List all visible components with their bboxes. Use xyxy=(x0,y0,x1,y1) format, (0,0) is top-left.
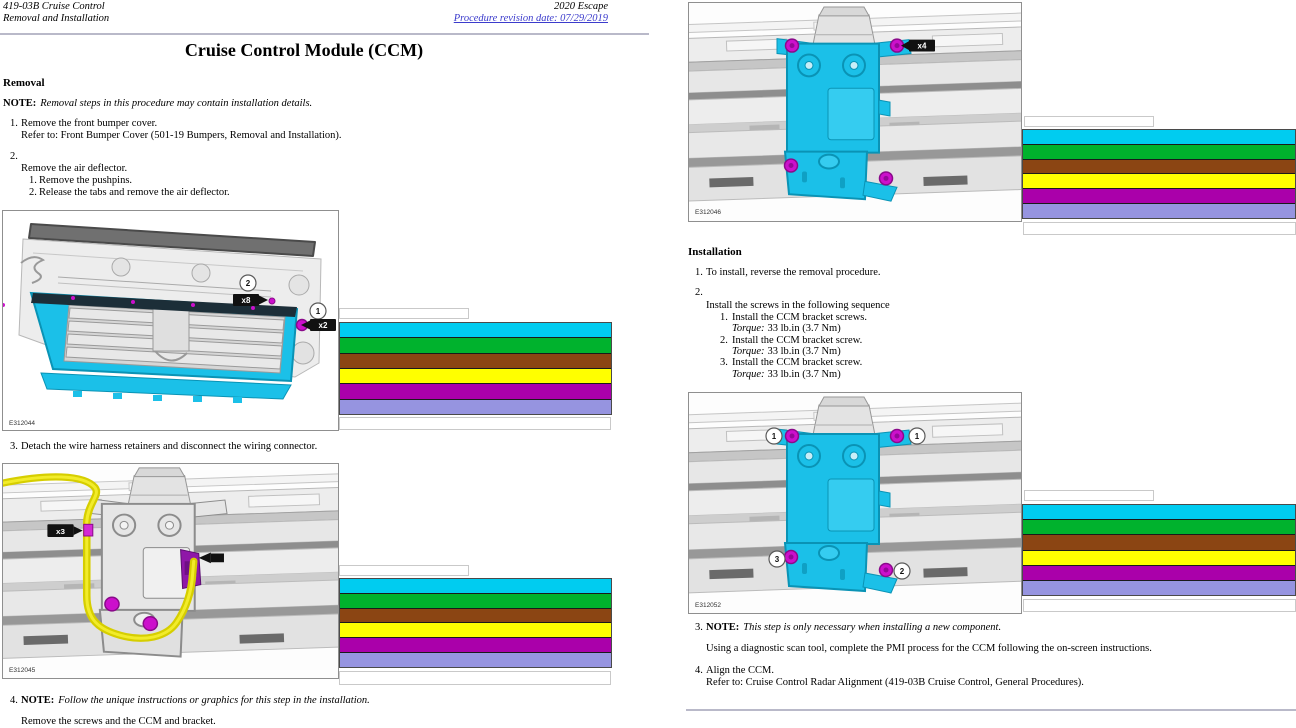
legend-swatch-magenta xyxy=(1023,188,1295,203)
legend-swatch-magenta xyxy=(1023,565,1295,580)
screw-icon xyxy=(880,564,893,577)
legend-caption-box xyxy=(339,671,611,685)
color-legend xyxy=(339,322,612,415)
figure-ccm-screws xyxy=(688,2,1022,222)
legend-caption-box xyxy=(1023,599,1296,612)
torque-value: 33 lb.in (3.7 Nm) xyxy=(767,346,841,358)
refer-text: Refer to: Cruise Control Radar Alignment (419-03B Cruise Control, General Procedures). xyxy=(706,677,1084,688)
note-label: NOTE: xyxy=(706,622,740,633)
callout-x3: x3 xyxy=(56,527,65,536)
legend-swatch-periwinkle xyxy=(340,399,611,414)
legend-swatch-yellow xyxy=(1023,550,1295,565)
figure1-illustration xyxy=(3,211,338,430)
step-text: Detach the wire harness retainers and disconnect the wiring connector. xyxy=(21,441,318,452)
removal-step-1 xyxy=(10,118,341,142)
color-legend xyxy=(1022,129,1296,219)
callout-circle-1: 1 xyxy=(315,307,321,316)
legend-swatch-green xyxy=(1023,144,1295,159)
installation-step-4 xyxy=(695,665,1084,689)
screw-icon xyxy=(785,551,798,564)
color-legend xyxy=(339,578,612,668)
step-number: 3. xyxy=(695,622,703,633)
substep-text: Install the CCM bracket screw. xyxy=(732,357,863,369)
callout-circle-1: 1 xyxy=(771,432,777,441)
legend-swatch-brown xyxy=(340,608,611,623)
removal-step-2 xyxy=(10,151,230,199)
substep-text: Install the CCM bracket screws. xyxy=(732,311,868,323)
callout-circle-3: 3 xyxy=(774,555,780,564)
torque-label: Torque: xyxy=(732,368,765,380)
removal-step-4 xyxy=(10,695,370,728)
step-number: 1. xyxy=(10,118,18,129)
torque-label: Torque: xyxy=(732,346,765,358)
header-section: 419-03B Cruise Control xyxy=(3,1,105,12)
torque-value: 33 lb.in (3.7 Nm) xyxy=(767,368,841,380)
legend-caption-box xyxy=(1023,222,1296,235)
callout-x8: x8 xyxy=(241,296,251,305)
step-number: 4. xyxy=(695,665,703,676)
step-text: Install the screws in the following sequence xyxy=(706,300,890,312)
figure-id-label: E312052 xyxy=(695,602,722,609)
legend-swatch-periwinkle xyxy=(1023,203,1295,218)
screw-icon xyxy=(880,172,893,185)
legend-title-box xyxy=(1024,490,1154,501)
legend-title-box xyxy=(1024,116,1154,127)
note-text: Follow the unique instructions or graphics for this step in the installation. xyxy=(58,695,370,706)
installation-step-2 xyxy=(695,287,890,380)
callout-circle-2: 2 xyxy=(899,567,905,576)
step-number: 3. xyxy=(10,441,18,452)
installation-step-1 xyxy=(695,267,881,279)
note-label: NOTE: xyxy=(21,695,55,706)
step-text: To install, reverse the removal procedure. xyxy=(706,267,881,278)
substep-number: 1. xyxy=(29,175,37,186)
figure-screw-sequence xyxy=(688,392,1022,614)
page-title: Cruise Control Module (CCM) xyxy=(184,40,424,60)
refer-text: Refer to: Front Bumper Cover (501-19 Bumpers, Removal and Installation). xyxy=(21,130,342,141)
legend-swatch-brown xyxy=(1023,159,1295,174)
callout-circle-1: 1 xyxy=(914,432,920,441)
color-legend xyxy=(1022,504,1296,596)
legend-title-box xyxy=(339,308,469,319)
legend-swatch-periwinkle xyxy=(1023,580,1295,595)
legend-swatch-yellow xyxy=(340,622,611,637)
legend-caption-box xyxy=(339,417,611,430)
step-number: 4. xyxy=(10,695,18,706)
removal-note xyxy=(3,98,312,110)
substep-text: Install the CCM bracket screw. xyxy=(732,334,863,346)
substep-text: Release the tabs and remove the air deflector. xyxy=(39,187,230,198)
figure2-illustration xyxy=(3,464,338,678)
legend-swatch-cyan xyxy=(1023,505,1295,519)
step-text: Using a diagnostic scan tool, complete the PMI process for the CCM following the on-screen instructions. xyxy=(706,643,1152,654)
air-deflector-highlight xyxy=(3,293,297,403)
substep-number: 1. xyxy=(720,311,728,323)
legend-swatch-cyan xyxy=(340,323,611,337)
substep-number: 2. xyxy=(29,187,37,198)
page-header-right xyxy=(350,1,608,25)
legend-swatch-cyan xyxy=(340,579,611,593)
step-number: 2. xyxy=(10,151,18,162)
procedure-revision-link[interactable]: Procedure revision date: 07/29/2019 xyxy=(453,13,608,24)
figure3-illustration xyxy=(689,3,1021,221)
legend-swatch-brown xyxy=(340,353,611,368)
figure-id-label: E312046 xyxy=(695,209,722,217)
screw-icon xyxy=(785,159,798,172)
step-text: Remove the screws and the CCM and bracket. xyxy=(21,716,216,727)
legend-swatch-green xyxy=(1023,519,1295,534)
torque-value: 33 lb.in (3.7 Nm) xyxy=(767,323,841,335)
legend-swatch-green xyxy=(340,593,611,608)
step-number: 2. xyxy=(695,287,703,298)
substep-number: 3. xyxy=(720,357,728,369)
figure-ccm-harness xyxy=(2,463,339,679)
note-label: NOTE: xyxy=(3,98,37,109)
figure-id-label: E312044 xyxy=(9,420,36,427)
legend-swatch-yellow xyxy=(340,368,611,383)
step-text: Align the CCM. xyxy=(706,665,774,676)
legend-swatch-cyan xyxy=(1023,130,1295,144)
note-text: Removal steps in this procedure may contain installation details. xyxy=(40,98,313,109)
legend-swatch-brown xyxy=(1023,534,1295,549)
removal-heading: Removal xyxy=(3,77,45,89)
legend-title-box xyxy=(339,565,469,576)
legend-swatch-magenta xyxy=(340,637,611,652)
legend-swatch-periwinkle xyxy=(340,652,611,667)
legend-swatch-magenta xyxy=(340,383,611,398)
header-vehicle: 2020 Escape xyxy=(554,1,608,12)
removal-step-3 xyxy=(10,441,317,453)
substep-number: 2. xyxy=(720,334,728,346)
screw-icon xyxy=(891,430,904,443)
header-subsection: Removal and Installation xyxy=(3,13,110,24)
callout-x4: x4 xyxy=(917,41,927,51)
figure-id-label: E312045 xyxy=(9,667,36,675)
page-header-left xyxy=(3,1,109,25)
figure-air-deflector xyxy=(2,210,339,431)
installation-heading: Installation xyxy=(688,246,742,258)
callout-x2: x2 xyxy=(318,321,328,330)
callout-circle-2: 2 xyxy=(245,279,251,288)
page-footer-divider xyxy=(686,709,1296,711)
legend-swatch-green xyxy=(340,337,611,352)
substep-text: Remove the pushpins. xyxy=(39,175,133,186)
step-text: Remove the front bumper cover. xyxy=(21,118,158,129)
figure4-illustration xyxy=(689,393,1021,613)
screw-icon xyxy=(786,39,799,52)
installation-step-3 xyxy=(695,622,1152,655)
step-number: 1. xyxy=(695,267,703,278)
step-text: Remove the air deflector. xyxy=(21,163,128,174)
legend-swatch-yellow xyxy=(1023,173,1295,188)
torque-label: Torque: xyxy=(732,323,765,335)
header-divider xyxy=(0,33,649,35)
screw-icon xyxy=(786,430,799,443)
note-text: This step is only necessary when installing a new component. xyxy=(743,622,1002,633)
